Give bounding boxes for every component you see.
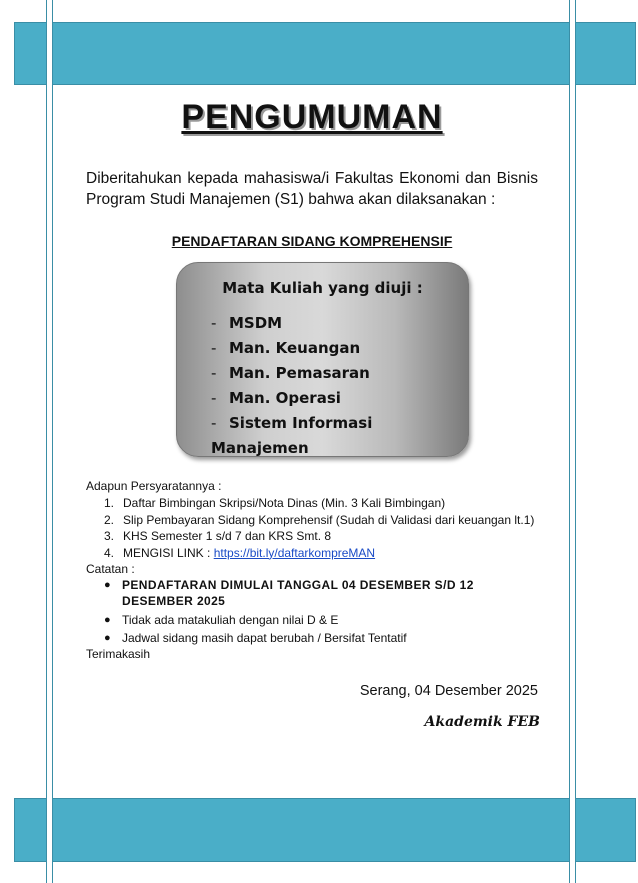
closing-text: Terimakasih (86, 647, 151, 661)
requirement-item (86, 512, 538, 529)
note-item (86, 612, 538, 628)
subjects-list (211, 311, 468, 457)
subject-item (211, 311, 468, 336)
requirement-number: 3. (104, 529, 115, 543)
requirements-section (86, 478, 538, 663)
subject-label: Man. Keuangan (229, 339, 361, 357)
dash-bullet: - (211, 339, 217, 357)
bottom-decorative-band (14, 798, 636, 862)
subject-item (211, 361, 468, 386)
bullet-icon: ● (104, 579, 111, 591)
subject-label: Man. Pemasaran (229, 364, 370, 382)
announcement-title: PENGUMUMAN (181, 98, 443, 136)
subject-item (211, 386, 468, 411)
dash-bullet: - (211, 414, 217, 432)
registration-link[interactable]: https://bit.ly/daftarkompreMAN (213, 545, 376, 560)
subject-label: MSDM (229, 314, 283, 332)
note-item (86, 577, 538, 609)
subject-item (211, 336, 468, 361)
requirement-text: KHS Semester 1 s/d 7 dan KRS Smt. 8 (123, 529, 332, 543)
note-text: PENDAFTARAN DIMULAI TANGGAL 04 DESEMBER S/D 12 DESEMBER 2025 (122, 578, 474, 608)
subjects-box (176, 262, 469, 457)
dash-bullet: - (211, 364, 217, 382)
date-line: Serang, 04 Desember 2025 (359, 683, 538, 699)
notes-list (86, 577, 538, 646)
subject-item (211, 411, 468, 457)
note-item (86, 630, 538, 646)
requirement-link-label: MENGISI LINK : (123, 545, 214, 560)
signature: Akademik FEB (424, 714, 540, 730)
notes-heading: Catatan : (86, 562, 135, 576)
bullet-icon: ● (104, 632, 111, 644)
requirements-heading: Adapun Persyaratannya : (86, 479, 222, 493)
dash-bullet: - (211, 314, 217, 332)
bullet-icon: ● (104, 614, 111, 626)
requirement-text: Daftar Bimbingan Skripsi/Nota Dinas (Min. 3 Kali Bimbingan) (123, 496, 446, 510)
requirement-item (86, 528, 538, 545)
requirement-text (123, 545, 375, 562)
note-text: Jadwal sidang masih dapat berubah / Bersifat Tentatif (122, 631, 407, 645)
requirement-item (86, 495, 538, 512)
requirement-item (86, 545, 538, 562)
subjects-box-title: Mata Kuliah yang diuji : (222, 279, 423, 297)
requirement-text: Slip Pembayaran Sidang Komprehensif (Sudah di Validasi dari keuangan lt.1) (123, 512, 535, 527)
subject-label: Sistem Informasi Manajemen (211, 414, 373, 457)
requirements-list (86, 495, 538, 561)
requirement-number: 1. (104, 496, 115, 510)
requirement-number: 2. (104, 512, 115, 527)
intro-paragraph: Diberitahukan kepada mahasiswa/i Fakultas Ekonomi dan Bisnis Program Studi Manajemen (S1) bahwa akan dilaksanakan : (86, 170, 538, 208)
dash-bullet: - (211, 389, 217, 407)
subject-label: Man. Operasi (229, 389, 341, 407)
registration-subtitle: PENDAFTARAN SIDANG KOMPREHENSIF (171, 233, 453, 249)
top-decorative-band (14, 22, 636, 85)
requirement-number: 4. (104, 545, 115, 560)
note-text: Tidak ada matakuliah dengan nilai D & E (122, 613, 339, 627)
